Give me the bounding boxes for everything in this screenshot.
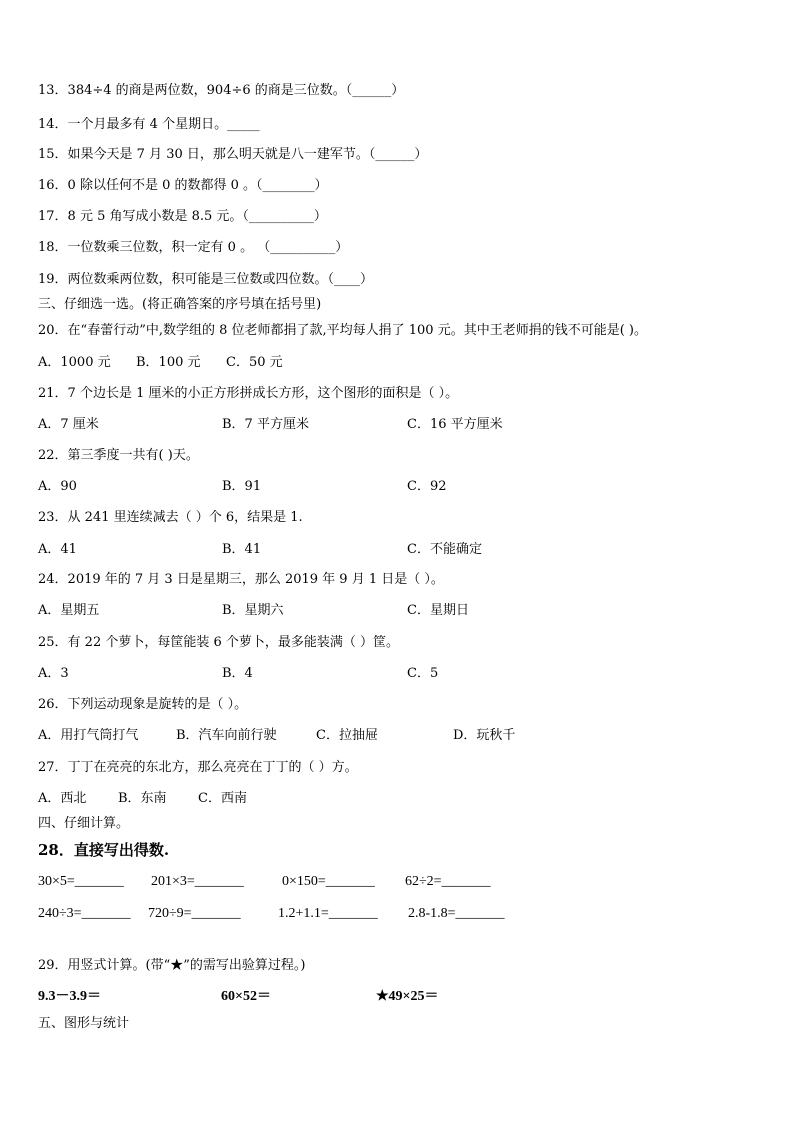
question-29: 29．用竖式计算。(带“★”的需写出验算过程。) [38,958,306,973]
calc-item-3: 0×150=_______ [282,874,375,889]
option-20-a: A．1000 元 [38,355,111,370]
calc-item-1: 30×5=_______ [38,874,124,889]
option-22-c: C．92 [407,479,447,494]
option-22-b: B．91 [222,479,262,494]
option-24-c: C．星期日 [407,603,469,618]
option-23-c: C．不能确定 [407,542,482,557]
calc-item-4: 62÷2=_______ [405,874,491,889]
option-21-b: B．7 平方厘米 [222,417,309,432]
option-26-d: D．玩秋千 [453,728,516,743]
option-25-c: C．5 [407,666,439,681]
option-23-b: B．41 [222,542,262,557]
question-13: 13．384÷4 的商是两位数，904÷6 的商是三位数。（______） [38,83,405,98]
question-24: 24．2019 年的 7 月 3 日是星期三，那么 2019 年 9 月 1 日是（ ）。 [38,572,444,587]
question-15: 15．如果今天是 7 月 30 日，那么明天就是八一建军节。（______） [38,147,428,162]
question-23: 23．从 241 里连续减去（ ）个 6，结果是 1. [38,510,303,525]
option-26-a: A．用打气筒打气 [38,728,139,743]
section-5-heading: 五、图形与统计 [38,1016,130,1031]
question-26: 26．下列运动现象是旋转的是（ ）。 [38,697,248,712]
option-24-a: A．星期五 [38,603,100,618]
option-21-a: A．7 厘米 [38,417,99,432]
question-25: 25．有 22 个萝卜，每筐能装 6 个萝卜，最多能装满（ ）筐。 [38,635,400,650]
question-17: 17．8 元 5 角写成小数是 8.5 元。（__________） [38,209,327,224]
question-20: 20．在“春蕾行动”中,数学组的 8 位老师都捐了款,平均每人捐了 100 元。其中王老师捐的钱不可能是( )。 [38,323,647,338]
option-25-b: B．4 [222,666,253,681]
option-26-b: B．汽车向前行驶 [176,728,277,743]
question-21: 21．7 个边长是 1 厘米的小正方形拼成长方形，这个图形的面积是（ ）。 [38,386,459,401]
calc-item-6: 720÷9=_______ [148,906,241,921]
question-27: 27．丁丁在亮亮的东北方，那么亮亮在丁丁的（ ）方。 [38,760,358,775]
option-20-c: C．50 元 [226,355,283,370]
question-28: 28．直接写出得数. [38,841,170,859]
option-26-c: C．拉抽屉 [316,728,378,743]
option-27-a: A．西北 [38,791,87,806]
section-4-heading: 四、仔细计算。 [38,816,130,831]
vertical-item-1: 9.3－3.9＝ [38,989,101,1004]
option-24-b: B．星期六 [222,603,284,618]
question-19: 19．两位数乘两位数，积可能是三位数或四位数。（____） [38,272,374,287]
question-22: 22．第三季度一共有( )天。 [38,448,199,463]
option-22-a: A．90 [38,479,77,494]
calc-item-8: 2.8-1.8=_______ [408,906,505,921]
question-18: 18．一位数乘三位数，积一定有 0 。 （__________） [38,240,349,255]
section-3-heading: 三、仔细选一选。(将正确答案的序号填在括号里) [38,297,322,312]
option-20-b: B．100 元 [136,355,201,370]
question-16: 16．0 除以任何不是 0 的数都得 0 。（________） [38,178,328,193]
option-27-c: C．西南 [198,791,247,806]
option-27-b: B．东南 [118,791,167,806]
calc-item-2: 201×3=_______ [151,874,244,889]
calc-item-7: 1.2+1.1=_______ [278,906,378,921]
calc-item-5: 240÷3=_______ [38,906,131,921]
option-25-a: A．3 [38,666,69,681]
option-21-c: C．16 平方厘米 [407,417,503,432]
option-23-a: A．41 [38,542,77,557]
vertical-item-3: ★49×25＝ [376,989,439,1004]
question-14: 14．一个月最多有 4 个星期日。_____ [38,117,260,132]
vertical-item-2: 60×52＝ [221,989,271,1004]
